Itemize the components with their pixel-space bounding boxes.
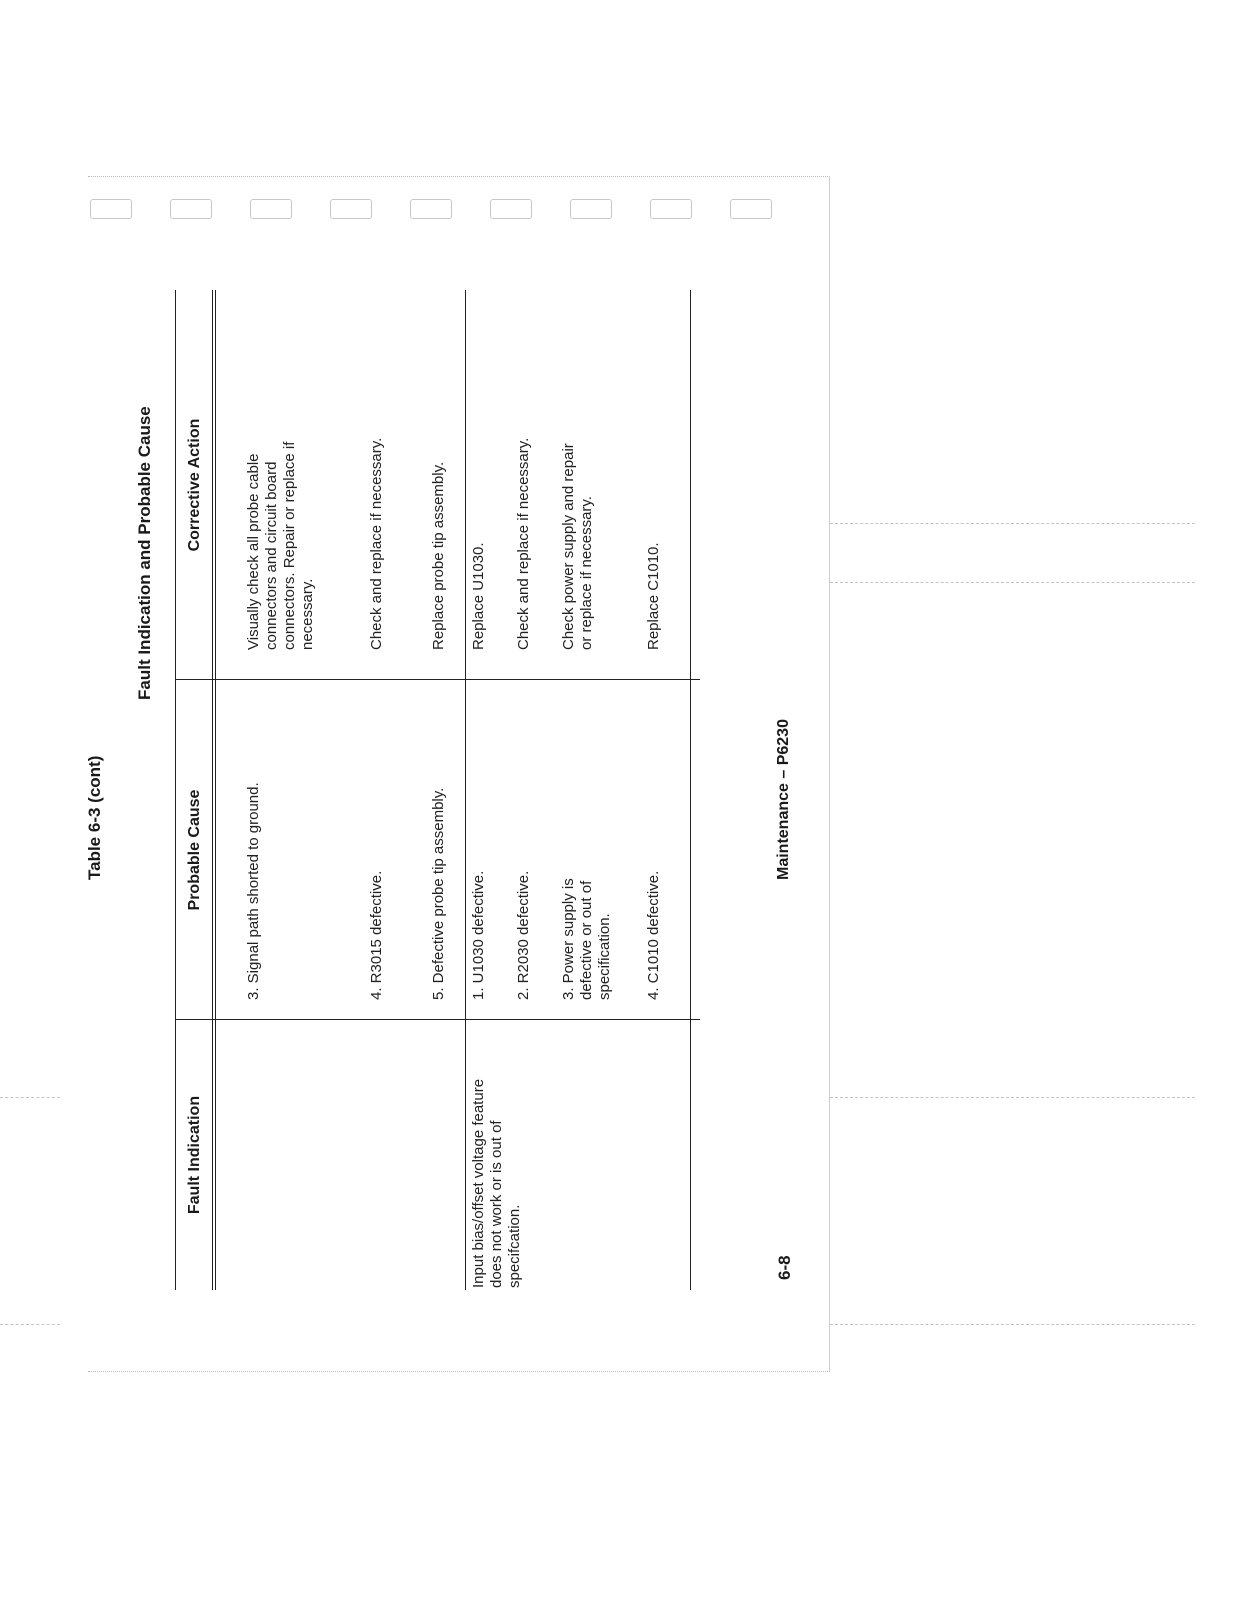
header-fault-indication: Fault Indication <box>186 1095 203 1215</box>
scan-line <box>830 582 1195 583</box>
action-cell: Visually check all probe cable connectors and circuit board connectors. Repair or replace if necessary. <box>245 441 316 650</box>
cause-cell: 1. U1030 defective. <box>470 870 487 1000</box>
table-label: Table 6-3 (cont) <box>85 755 104 880</box>
page-number: 6-8 <box>775 1255 794 1280</box>
cause-cell: 3. Signal path shorted to ground. <box>245 782 262 1000</box>
cause-cell: 4. R3015 defective. <box>368 870 385 1000</box>
fault-cell: Input bias/offset voltage feature does not work or is out of specifcation. <box>470 1078 523 1288</box>
scan-line <box>0 1324 60 1325</box>
table-bottom-rule <box>690 290 691 1290</box>
column-divider <box>175 1019 700 1020</box>
action-cell: Replace probe tip assembly. <box>430 461 447 650</box>
cause-cell: 2. R2030 defective. <box>515 870 532 1000</box>
rotated-page-content <box>85 100 815 1290</box>
scan-line <box>830 523 1195 524</box>
action-cell: Replace U1030. <box>470 542 487 650</box>
header-double-rule <box>212 290 216 1290</box>
action-cell: Replace C1010. <box>645 542 662 650</box>
cause-cell: 4. C1010 defective. <box>645 870 662 1000</box>
section-title: Maintenance – P6230 <box>775 719 792 880</box>
action-cell: Check power supply and repair or replace if necessary. <box>560 443 595 650</box>
scan-line <box>0 1097 60 1098</box>
scan-line <box>830 1097 1195 1098</box>
action-cell: Check and replace if necessary. <box>368 437 385 650</box>
row-separator <box>465 290 466 1290</box>
scan-line <box>830 1324 1195 1325</box>
fault-table <box>175 290 700 1290</box>
cause-cell: 3. Power supply is defective or out of specification. <box>560 878 613 1000</box>
header-corrective-action: Corrective Action <box>186 418 203 552</box>
cause-cell: 5. Defective probe tip assembly. <box>430 787 447 1000</box>
action-cell: Check and replace if necessary. <box>515 437 532 650</box>
header-probable-cause: Probable Cause <box>186 789 203 911</box>
table-title: Fault Indication and Probable Cause <box>135 406 154 700</box>
